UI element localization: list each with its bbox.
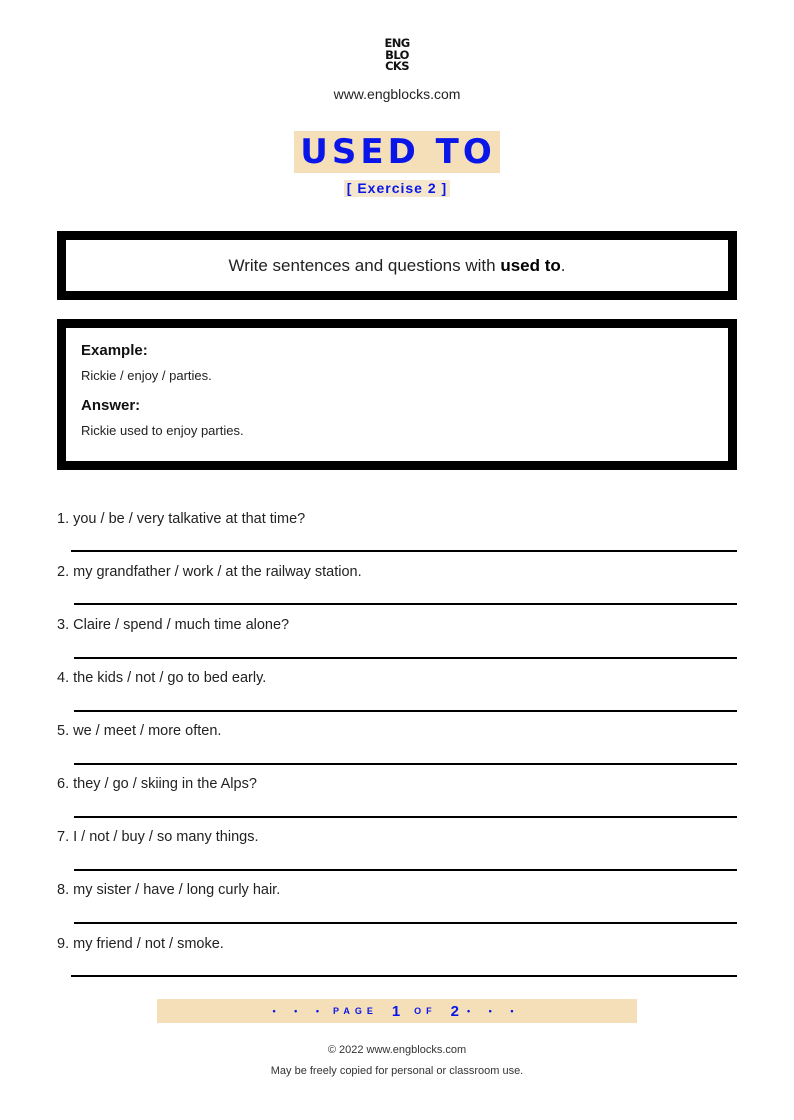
answer-line[interactable] <box>74 816 737 818</box>
exercise-prompt: 9. my friend / not / smoke. <box>57 936 224 952</box>
exercise-item <box>57 935 737 953</box>
exercise-prompt: 1. you / be / very talkative at that time? <box>57 511 306 527</box>
answer-line[interactable] <box>74 657 737 659</box>
answer-line[interactable] <box>74 763 737 765</box>
answer-text: Rickie used to enjoy parties. <box>81 423 244 438</box>
site-url: www.engblocks.com <box>333 86 461 102</box>
pager-current: 1 <box>391 1002 401 1020</box>
page-title: USED TO <box>294 131 499 173</box>
example-heading: Example: <box>81 342 148 359</box>
pager-page-word: PAGE <box>332 1006 378 1016</box>
exercise-prompt: 2. my grandfather / work / at the railway station. <box>57 564 362 580</box>
answer-line[interactable] <box>71 975 737 977</box>
copyright: © 2022 www.engblocks.com <box>327 1044 467 1056</box>
answer-line[interactable] <box>74 922 737 924</box>
example-text: Rickie / enjoy / parties. <box>81 368 212 383</box>
exercise-prompt: 4. the kids / not / go to bed early. <box>57 670 267 686</box>
example-box <box>57 319 737 470</box>
exercise-item <box>57 510 737 528</box>
instruction-text: Write sentences and questions with used to. <box>228 255 566 275</box>
exercise-item <box>57 722 737 740</box>
exercise-prompt: 3. Claire / spend / much time alone? <box>57 617 290 633</box>
exercise-item <box>57 828 737 846</box>
instruction-bold: used to <box>500 255 561 275</box>
exercise-prompt: 5. we / meet / more often. <box>57 723 222 739</box>
exercise-item <box>57 669 737 687</box>
answer-line[interactable] <box>71 550 737 552</box>
pager-total: 2 <box>450 1002 460 1020</box>
usage-note: May be freely copied for personal or classroom use. <box>270 1065 524 1077</box>
logo-line-1: ENG <box>384 36 410 50</box>
exercise-subtitle: [ Exercise 2 ] <box>344 180 450 197</box>
exercise-item <box>57 775 737 793</box>
answer-heading: Answer: <box>81 397 141 414</box>
pager-dots-left: • • • <box>272 1006 327 1016</box>
logo-line-2: BLO <box>385 47 409 62</box>
exercise-prompt: 7. I / not / buy / so many things. <box>57 829 259 845</box>
instruction-box <box>57 231 737 300</box>
pager-dots-right: • • • <box>467 1006 522 1016</box>
exercise-item <box>57 616 737 634</box>
answer-line[interactable] <box>74 710 737 712</box>
exercise-prompt: 8. my sister / have / long curly hair. <box>57 882 281 898</box>
answer-line[interactable] <box>74 603 737 605</box>
engblocks-logo <box>0 38 794 75</box>
answer-line[interactable] <box>74 869 737 871</box>
page-indicator <box>157 999 637 1023</box>
exercise-item <box>57 881 737 899</box>
exercise-item <box>57 563 737 581</box>
logo-line-3: CKS <box>385 59 409 73</box>
pager-of-word: OF <box>414 1006 437 1016</box>
exercise-prompt: 6. they / go / skiing in the Alps? <box>57 776 257 792</box>
